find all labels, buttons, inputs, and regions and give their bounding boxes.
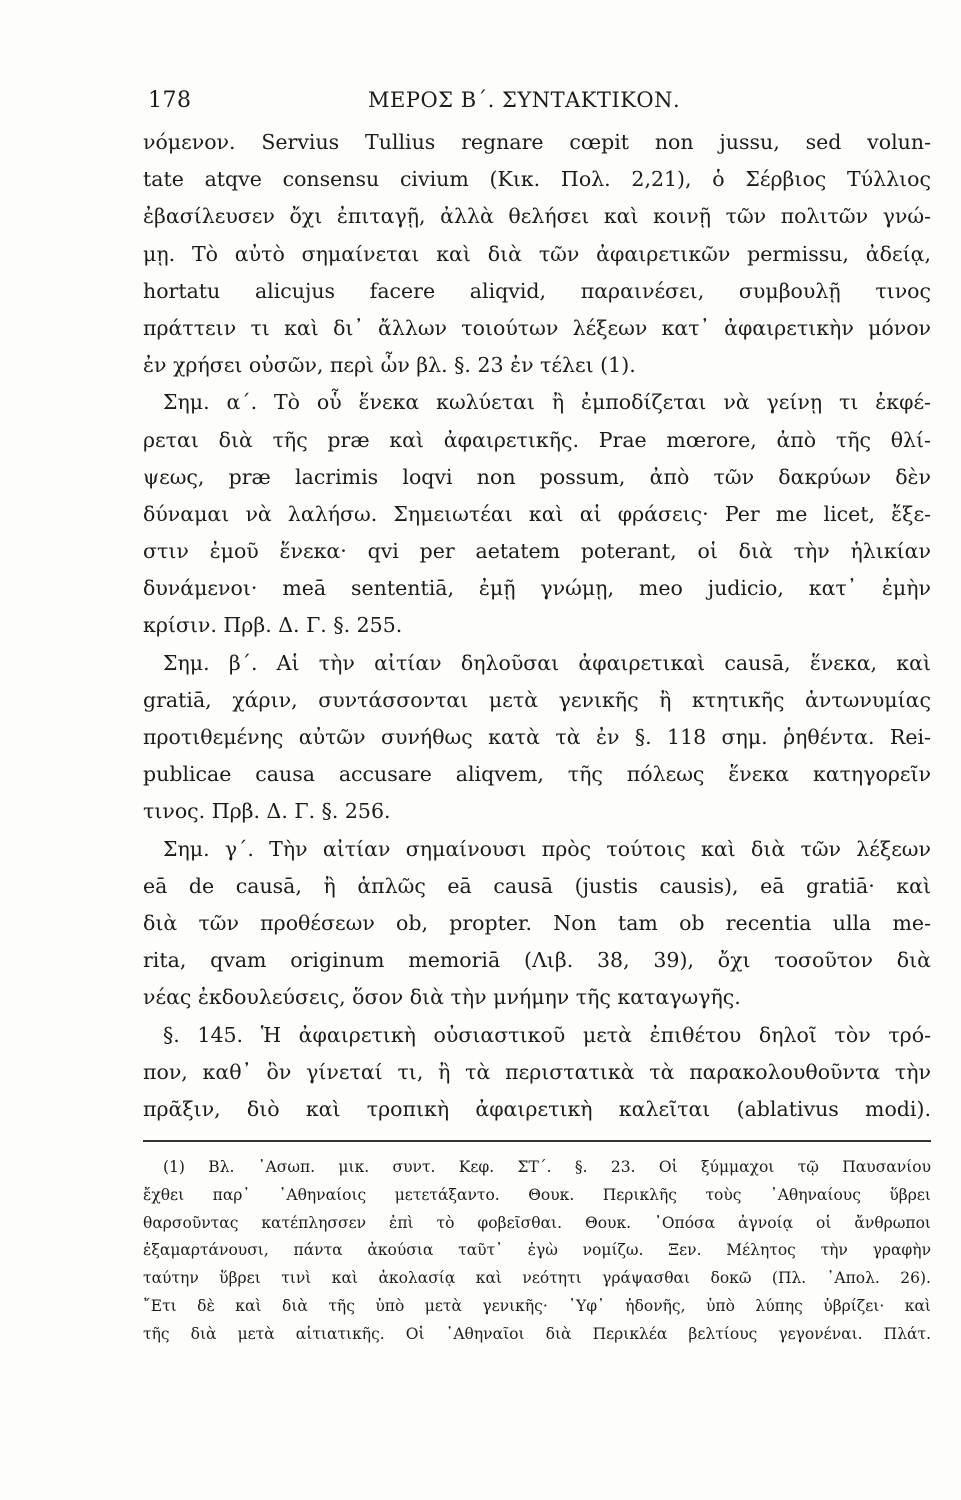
text-line: στιν ἐμοῦ ἕνεκα· qvi per aetatem poterant, οἱ διὰ τὴν ἡλικίαν: [143, 539, 931, 564]
text-line: rita, qvam originum memoriā (Λιβ. 38, 39), ὄχι τοσοῦτον διὰ: [143, 948, 931, 973]
note-line: Σημ. β΄. Αἱ τὴν αἰτίαν δηλοῦσαι ἀφαιρετικαὶ causā, ἕνεκα, καὶ: [163, 650, 931, 675]
text-line: δυνάμενοι· meā sententiā, ἐμῇ γνώμῃ, meo judicio, κατ᾽ ἐμὴν: [143, 576, 931, 601]
text-line: πρᾶξιν, διὸ καὶ τροπικὴ ἀφαιρετικὴ καλεῖται (ablativus modi).: [143, 1096, 931, 1121]
text-line: δύναμαι νὰ λαλήσω. Σημειωτέαι καὶ αἱ φράσεις· Per me licet, ἔξε-: [143, 501, 931, 526]
footnote-line: θαρσοῦντας κατέπλησσεν ἐπὶ τὸ φοβεῖσθαι. Θουκ. ᾽Οπόσα ἀγνοίᾳ οἱ ἄνθρωποι: [143, 1213, 931, 1232]
text-line: προτιθεμένης αὐτῶν συνήθως κατὰ τὰ ἐν §. 118 σημ. ῥηθέντα. Rei-: [143, 725, 931, 749]
text-line: νέας ἐκδουλεύσεις, ὅσον διὰ τὴν μνήμην τῆς καταγωγῆς.: [143, 985, 741, 1010]
text-line: νόμενον. Servius Tullius regnare cœpit non jussu, sed volun-: [143, 130, 931, 154]
text-line: ψεως, præ lacrimis loqvi non possum, ἀπὸ τῶν δακρύων δὲν: [143, 464, 931, 489]
text-line: ἐβασίλευσεν ὄχι ἐπιταγῇ, ἀλλὰ θελήσει καὶ κοινῇ τῶν πολιτῶν γνώ-: [143, 204, 931, 229]
text-line: τινος. Πρβ. Δ. Γ. §. 256.: [143, 799, 391, 824]
footnote-line: (1) Βλ. ᾽Ασωπ. μικ. συντ. Κεφ. ΣΤ΄. §. 23. Οἱ ξύμμαχοι τῷ Παυσανίου: [163, 1158, 931, 1177]
text-line: ἐν χρήσει οὐσῶν, περὶ ὧν βλ. §. 23 ἐν τέλει (1).: [143, 353, 636, 378]
footnote-line: ῎Ετι δὲ καὶ διὰ τῆς ὑπὸ μετὰ γενικῆς· ῾Υφ᾽ ἡδονῆς, ὑπὸ λύπης ὑβρίζει· καὶ: [143, 1297, 931, 1316]
text-line: eā de causā, ἢ ἁπλῶς eā causā (justis causis), eā gratiā· καὶ: [143, 873, 931, 898]
text-line: πον, καθ᾽ ὃν γίνεταί τι, ἢ τὰ περιστατικὰ τὰ παρακολουθοῦντα τὴν: [143, 1059, 931, 1084]
note-line: Σημ. γ΄. Τὴν αἰτίαν σημαίνουσι πρὸς τούτοις καὶ διὰ τῶν λέξεων: [163, 836, 931, 861]
text-line: διὰ τῶν προθέσεων ob, propter. Non tam ob recentia ulla me-: [143, 910, 931, 935]
text-line: hortatu alicujus facere aliqvid, παραινέσει, συμβουλῇ τινος: [143, 278, 931, 303]
text-line: tate atqve consensu civium (Κικ. Πολ. 2,21), ὁ Σέρβιος Τύλλιος: [143, 167, 931, 192]
running-title: ΜΕΡΟΣ Β΄. ΣΥΝΤΑΚΤΙΚΟΝ.: [368, 88, 681, 112]
page-number: 178: [148, 88, 192, 113]
text-line: gratiā, χάριν, συντάσσονται μετὰ γενικῆς ἢ κτητικῆς ἀντωνυμίας: [143, 687, 931, 712]
text-line: πράττειν τι καὶ δι᾽ ἄλλων τοιούτων λέξεων κατ᾽ ἀφαιρετικὴν μόνον: [143, 315, 931, 340]
footnotes: [143, 1154, 931, 1349]
note-line: Σημ. α΄. Τὸ οὗ ἕνεκα κωλύεται ἢ ἐμποδίζεται νὰ γείνῃ τι ἐκφέ-: [163, 390, 931, 415]
main-text: [143, 124, 931, 1128]
text-line: κρίσιν. Πρβ. Δ. Γ. §. 255.: [143, 613, 403, 638]
text-line: publicae causa accusare aliqvem, τῆς πόλεως ἕνεκα κατηγορεῖν: [143, 762, 931, 787]
text-line: ρεται διὰ τῆς præ καὶ ἀφαιρετικῆς. Prae mœrore, ἀπὸ τῆς θλί-: [143, 427, 931, 452]
footnote-line: ἔχθει παρ᾽ ᾽Αθηναίοις μετετάξαντο. Θουκ. Περικλῆς τοὺς ᾽Αθηναίους ὕβρει: [143, 1185, 931, 1204]
footnote-line: ταύτην ὕβρει τινὶ καὶ ἀκολασίᾳ καὶ νεότητι γράψασθαι δοκῶ (Πλ. ᾽Απολ. 26).: [143, 1269, 931, 1288]
footnote-line: τῆς διὰ μετὰ αἰτιατικῆς. Οἱ ᾽Αθηναῖοι διὰ Περικλέα βελτίους γεγονέναι. Πλάτ.: [143, 1324, 931, 1343]
running-header: [143, 88, 931, 124]
page: [143, 88, 931, 1349]
section-line: §. 145. Ἡ ἀφαιρετικὴ οὐσιαστικοῦ μετὰ ἐπιθέτου δηλοῖ τὸν τρό-: [163, 1022, 931, 1047]
footnote-line: ἐξαμαρτάνουσι, πάντα ἀκούσια ταῦτ᾽ ἐγὼ νομίζω. Ξεν. Μέλητος τὴν γραφὴν: [143, 1241, 931, 1260]
footnote-rule: [143, 1140, 931, 1142]
text-line: μῃ. Τὸ αὐτὸ σημαίνεται καὶ διὰ τῶν ἀφαιρετικῶν permissu, ἀδείᾳ,: [143, 241, 931, 266]
